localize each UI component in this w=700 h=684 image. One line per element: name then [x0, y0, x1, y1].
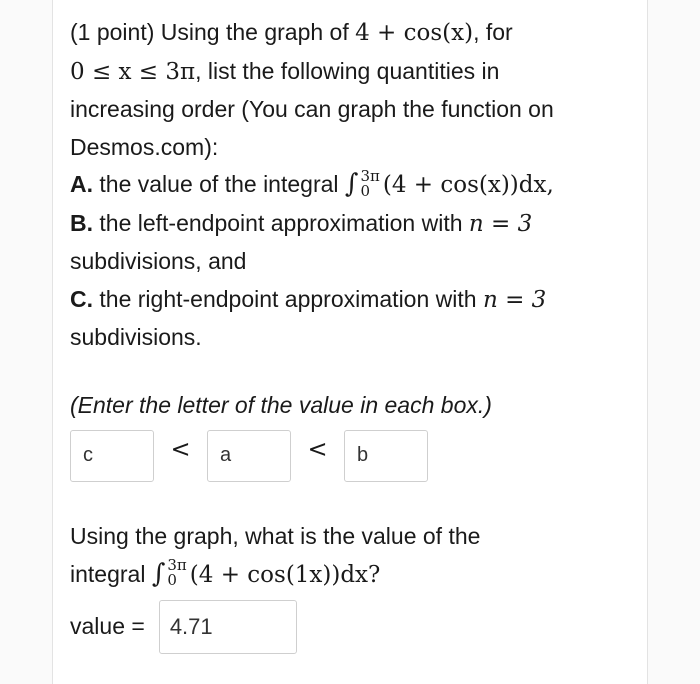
option-a-text: the value of the integral	[99, 171, 339, 197]
question2-line-2	[70, 556, 640, 595]
domain-range: 0 ≤ x ≤ 3π	[70, 58, 196, 85]
option-a-integrand: (4 + cos(x))dx,	[382, 172, 554, 198]
problem-card	[52, 0, 648, 684]
problem-intro-tail: , for	[473, 19, 513, 45]
option-b	[70, 205, 640, 244]
value-row	[70, 600, 640, 654]
problem-line-1	[70, 14, 640, 53]
problem-line-4: Desmos.com):	[70, 133, 219, 160]
option-c-letter: C.	[70, 285, 93, 312]
option-c	[70, 281, 640, 320]
problem-line-2-text: , list the following quantities in	[195, 57, 500, 84]
option-b-tail: subdivisions, and	[70, 248, 247, 274]
integral-upper-limit: 3π	[360, 166, 380, 185]
problem-line-3: increasing order (You can graph the function on	[70, 96, 554, 122]
option-b-text: the left-endpoint approximation with	[99, 209, 463, 236]
ordering-row	[70, 428, 640, 484]
integral-upper-limit: 3π	[167, 556, 187, 575]
integral-limits	[167, 558, 186, 588]
problem-content	[70, 14, 640, 654]
integral-sign-icon: ∫	[151, 558, 166, 589]
order-input-3[interactable]: b	[344, 430, 428, 482]
integral-lower-limit: 0	[167, 571, 177, 590]
option-c-text: the right-endpoint approximation with	[99, 285, 477, 312]
option-a	[70, 166, 640, 205]
function-expression: 4 + cos(x)	[355, 20, 474, 46]
less-than-symbol: <	[170, 435, 191, 464]
question2-integrand: (4 + cos(1x))dx?	[189, 561, 381, 588]
option-b-letter: B.	[70, 209, 93, 236]
option-c-n: n = 3	[482, 286, 547, 313]
order-input-2[interactable]: a	[207, 430, 291, 482]
integral-lower-limit: 0	[360, 181, 370, 200]
value-label: value =	[70, 613, 145, 640]
value-input[interactable]: 4.71	[159, 600, 297, 654]
less-than-symbol: <	[307, 435, 328, 464]
question2-line-1: Using the graph, what is the value of the	[70, 523, 481, 549]
question2-integral-label: integral	[70, 560, 146, 587]
integral-sign-icon: ∫	[344, 169, 359, 199]
order-input-1[interactable]: c	[70, 430, 154, 482]
problem-intro: (1 point) Using the graph of	[70, 19, 356, 45]
option-c-tail: subdivisions.	[70, 324, 202, 350]
problem-line-2	[70, 53, 640, 92]
option-a-letter: A.	[70, 171, 93, 197]
instruction-text: (Enter the letter of the value in each box.)	[70, 391, 492, 418]
option-b-n: n = 3	[468, 210, 533, 237]
integral-limits	[360, 166, 380, 200]
